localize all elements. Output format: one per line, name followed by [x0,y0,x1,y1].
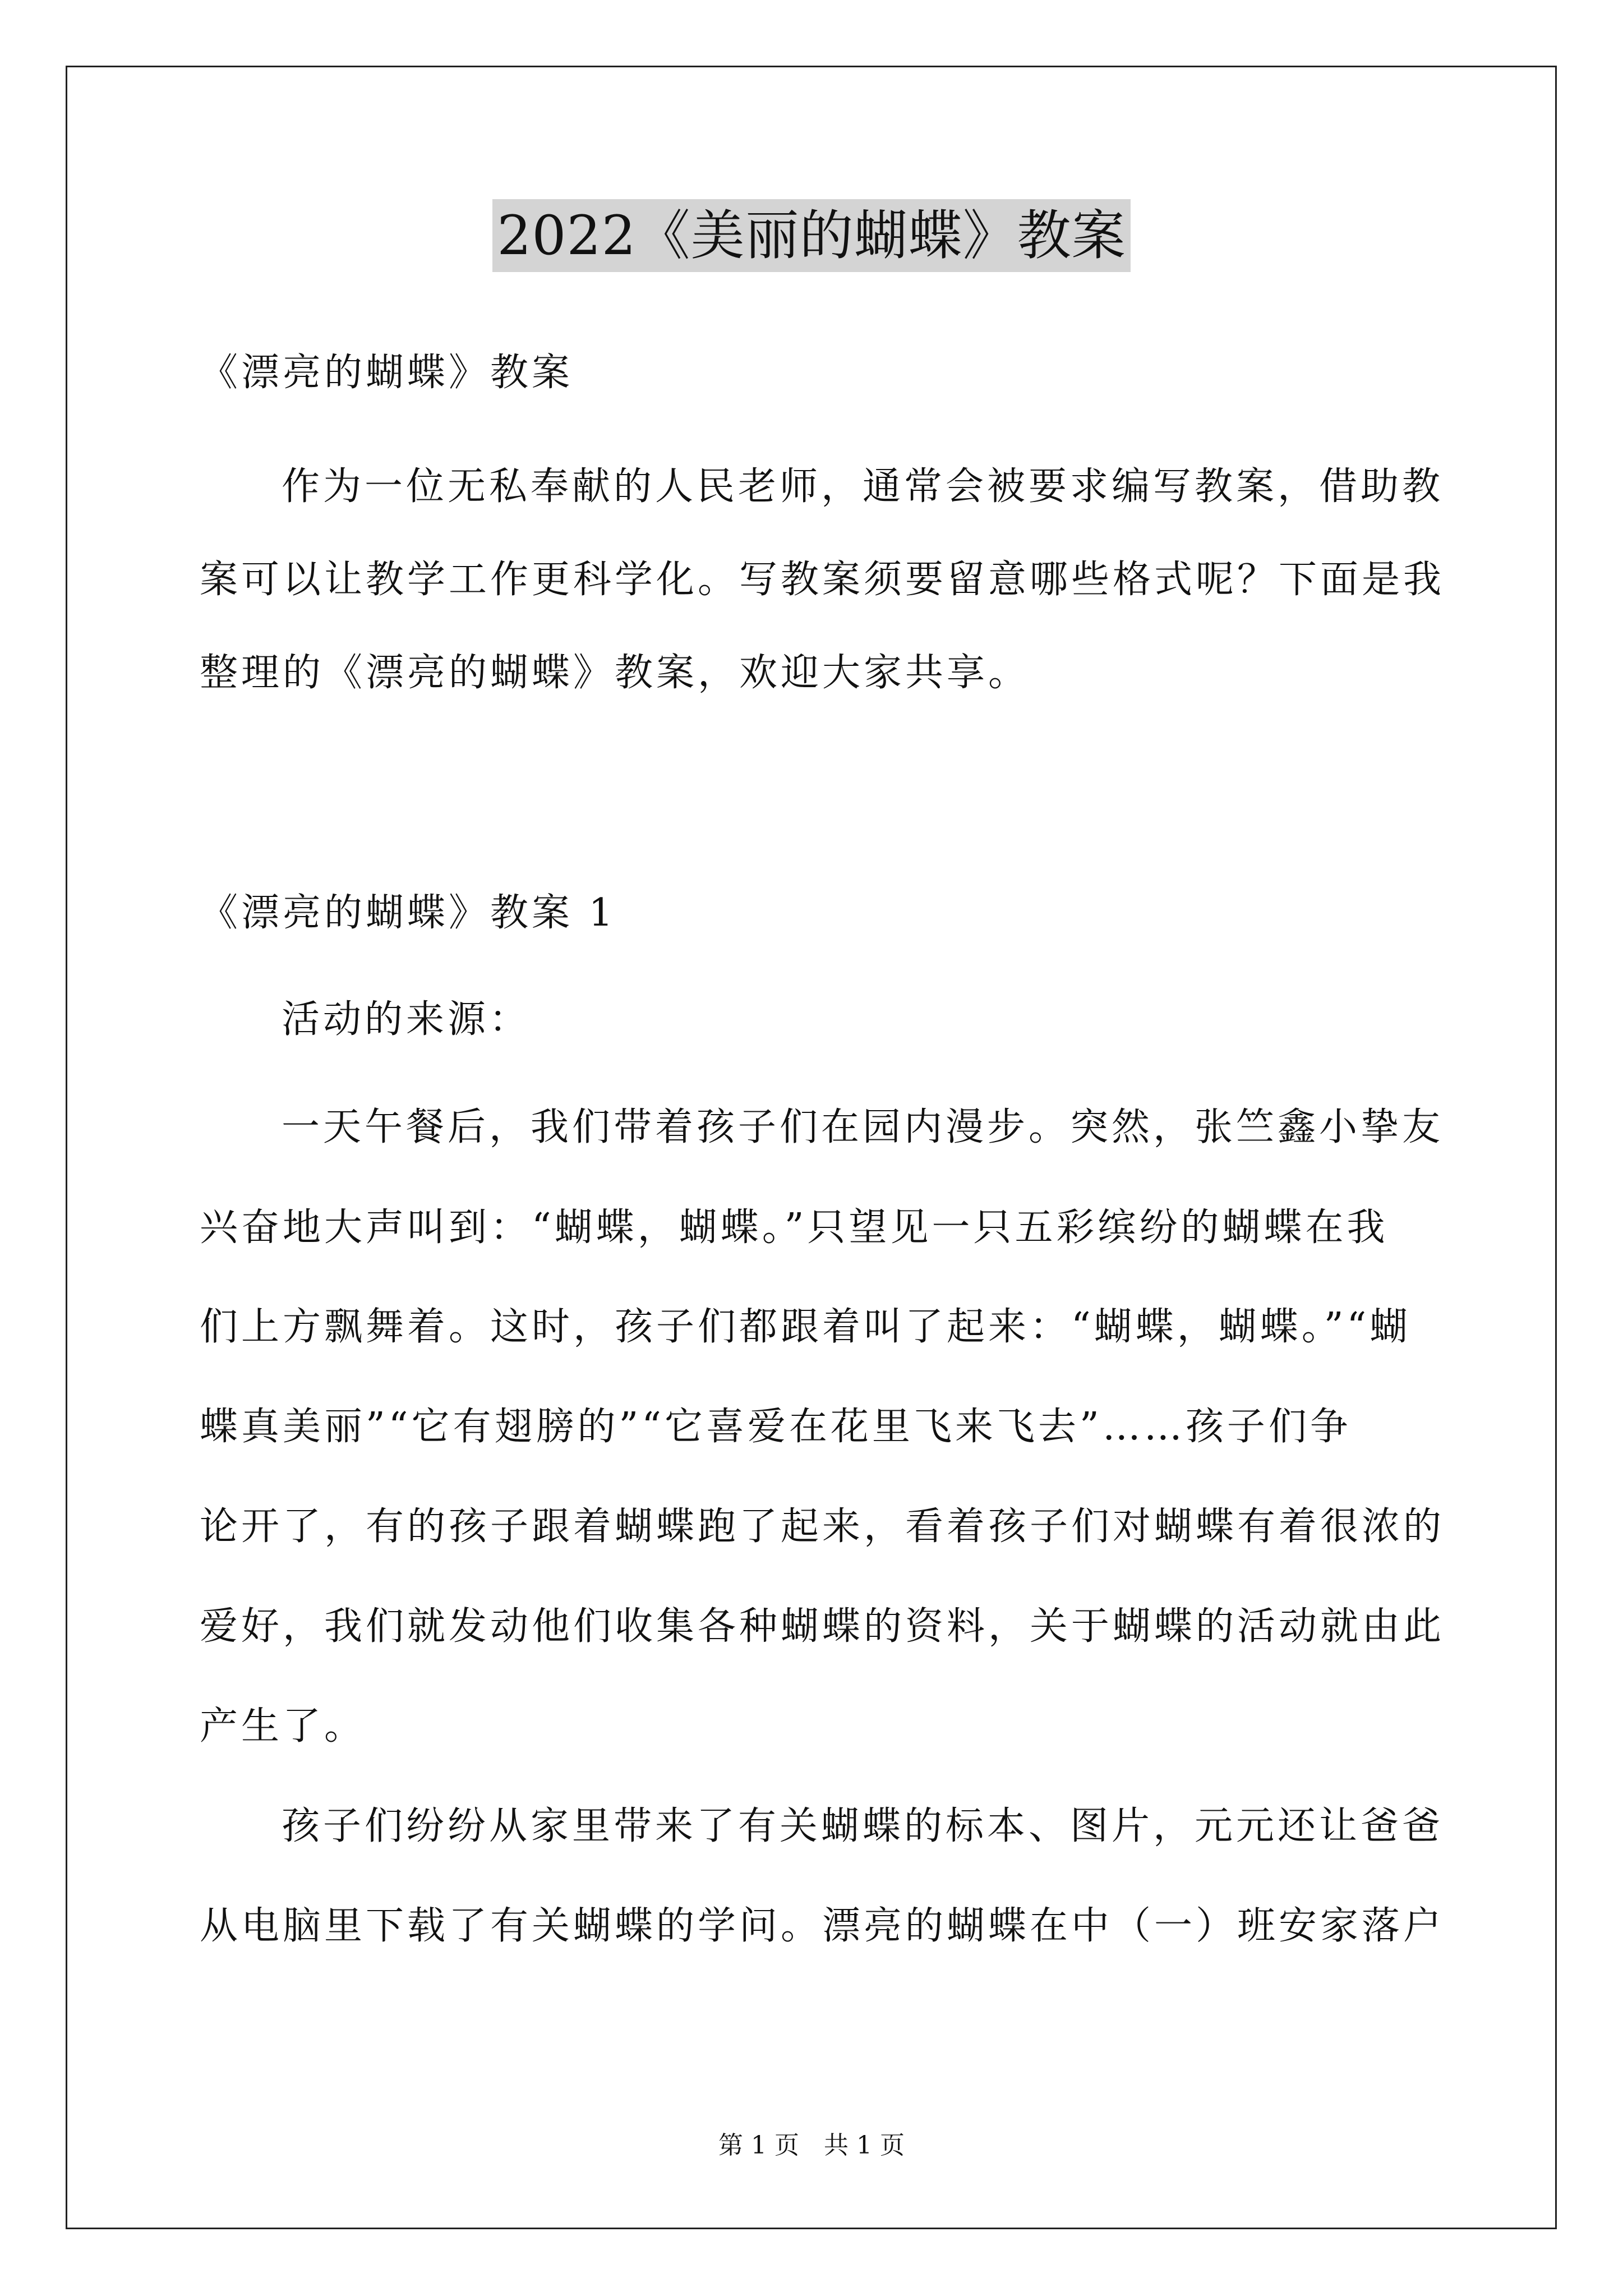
paragraph-line: 一天午餐后，我们带着孩子们在园内漫步。突然，张竺鑫小挚友 [282,1105,1444,1149]
paragraph-line: 从电脑里下载了有关蝴蝶的学问。漂亮的蝴蝶在中（一）班安家落户 [200,1904,1445,1948]
paragraph-line: 孩子们纷纷从家里带来了有关蝴蝶的标本、图片，元元还让爸爸 [282,1804,1444,1848]
page-number-footer: 第 1 页 共 1 页 [718,2131,905,2160]
paragraph-line: 爱好，我们就发动他们收集各种蝴蝶的资料，关于蝴蝶的活动就由此 [200,1604,1445,1649]
document-title: 2022《美丽的蝴蝶》教案 [492,199,1130,272]
paragraph-line: 蝶真美丽”“它有翅膀的”“它喜爱在花里飞来飞去”……孩子们争 [200,1405,1352,1449]
paragraph-line: 作为一位无私奉献的人民老师，通常会被要求编写教案，借助教 [282,464,1444,509]
paragraph-line: 们上方飘舞着。这时，孩子们都跟着叫了起来：“蝴蝶，蝴蝶。”“蝴 [200,1305,1412,1349]
paragraph-line: 活动的来源： [282,997,531,1042]
document-title-wrap [0,199,1623,272]
paragraph-line: 整理的《漂亮的蝴蝶》教案，欢迎大家共享。 [200,651,1030,695]
paragraph-line: 论开了，有的孩子跟着蝴蝶跑了起来，看着孩子们对蝴蝶有着很浓的 [200,1504,1445,1549]
paragraph-line: 产生了。 [200,1704,366,1749]
paragraph-line: 兴奋地大声叫到：“蝴蝶，蝴蝶。”只望见一只五彩缤纷的蝴蝶在我 [200,1205,1389,1250]
section-heading: 《漂亮的蝴蝶》教案 1 [200,891,616,935]
paragraph-line: 案可以让教学工作更科学化。写教案须要留意哪些格式呢？下面是我 [200,558,1445,602]
section-heading: 《漂亮的蝴蝶》教案 [200,351,574,395]
